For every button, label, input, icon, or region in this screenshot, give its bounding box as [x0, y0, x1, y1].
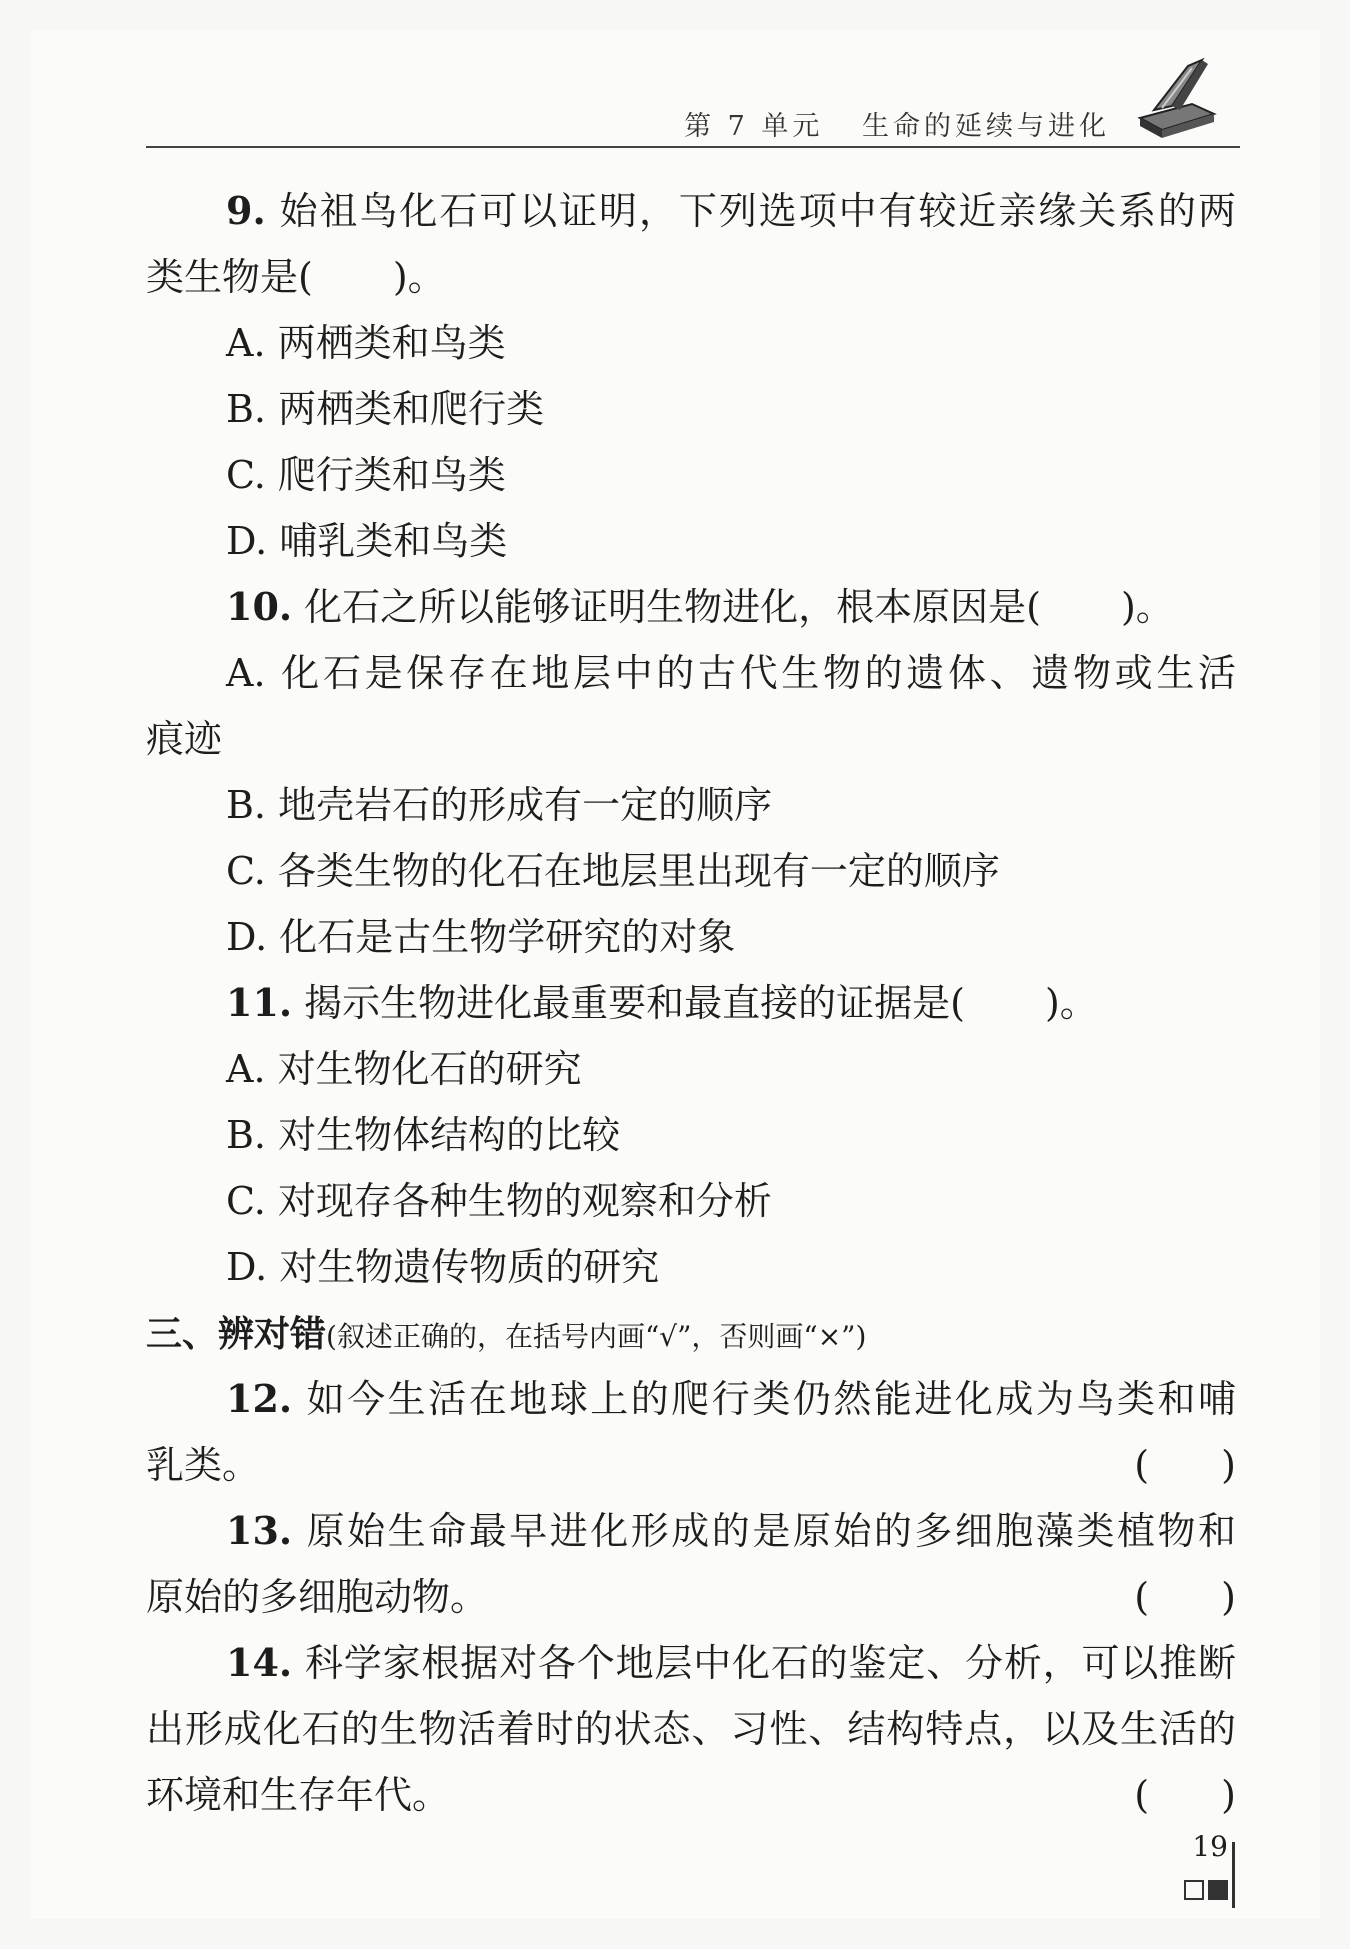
section-note: (叙述正确的，在括号内画“√”，否则画“×”): [326, 1320, 867, 1353]
answer-bracket[interactable]: ( ): [1134, 1443, 1266, 1487]
q11-text-end: )。: [1044, 981, 1098, 1025]
q11-option-d: D. 对生物遗传物质的研究: [226, 1245, 660, 1289]
q9-text: 始祖鸟化石可以证明，下列选项中有较近亲缘关系的两: [277, 189, 1236, 233]
q10-option-a-line1: A. 化石是保存在地层中的古代生物的遗体、遗物或生活: [226, 651, 1236, 695]
q11-text: 揭示生物进化最重要和最直接的证据是(: [304, 981, 965, 1025]
empty-square-icon: [1184, 1880, 1204, 1900]
q11-option-b: B. 对生物体结构的比较: [226, 1113, 621, 1157]
q11-option-c: C. 对现存各种生物的观察和分析: [226, 1179, 772, 1223]
q10-text-end: )。: [1120, 585, 1174, 629]
q11-number: 11.: [226, 980, 293, 1025]
q14-text: 科学家根据对各个地层中化石的鉴定、分析，可以推断: [304, 1641, 1236, 1685]
q10-stem: [146, 574, 1236, 640]
q10-option-b: B. 地壳岩石的形成有一定的顺序: [226, 783, 773, 827]
q13-number: 13.: [226, 1508, 293, 1553]
q10-option-c: C. 各类生物的化石在地层里出现有一定的顺序: [226, 849, 1000, 893]
header-unit: 第 7 单元: [684, 111, 824, 142]
page-content: [146, 178, 1266, 1828]
book-icon: [1132, 56, 1220, 146]
q11-option-a: A. 对生物化石的研究: [226, 1047, 582, 1091]
q12-text: 如今生活在地球上的爬行类仍然能进化成为鸟类和哺: [304, 1377, 1236, 1421]
q9-stem-line2: [146, 244, 1236, 310]
page-marks: [1184, 1880, 1228, 1900]
header-text: [658, 104, 1110, 143]
filled-square-icon: [1208, 1880, 1228, 1900]
q9-option-a: A. 两栖类和鸟类: [226, 321, 506, 365]
page-number: 19: [1192, 1830, 1228, 1863]
q13-text-2: 原始的多细胞动物。: [146, 1575, 489, 1619]
q9-number: 9.: [226, 188, 266, 233]
q12-line1: [146, 1366, 1236, 1432]
section-heading: [146, 1300, 1236, 1366]
q9-option-c: C. 爬行类和鸟类: [226, 453, 506, 497]
section-title: 三、辨对错: [146, 1314, 327, 1355]
q13-line1: [146, 1498, 1236, 1564]
q11-stem: [146, 970, 1236, 1036]
q9-text-3: )。: [392, 255, 446, 299]
q9-option-b: B. 两栖类和爬行类: [226, 387, 545, 431]
answer-bracket[interactable]: ( ): [1134, 1773, 1266, 1817]
q10-text: 化石之所以能够证明生物进化，根本原因是(: [304, 585, 1041, 629]
q12-line2: [146, 1432, 1266, 1498]
running-header: [146, 96, 1240, 148]
q12-number: 12.: [226, 1376, 293, 1421]
q10-option-d: D. 化石是古生物学研究的对象: [226, 915, 736, 959]
answer-bracket[interactable]: ( ): [1134, 1575, 1266, 1619]
q14-line2: 出形成化石的生物活着时的状态、习性、结构特点，以及生活的: [146, 1707, 1236, 1751]
q14-text-3: 环境和生存年代。: [146, 1773, 451, 1817]
q12-text-2: 乳类。: [146, 1443, 261, 1487]
q14-number: 14.: [226, 1640, 293, 1685]
q10-option-a-line2: 痕迹: [146, 717, 223, 761]
q13-line2: [146, 1564, 1266, 1630]
q10-number: 10.: [226, 584, 293, 629]
q9-option-d: D. 哺乳类和鸟类: [226, 519, 508, 563]
q14-line3: [146, 1762, 1266, 1828]
header-title: 生命的延续与进化: [862, 111, 1110, 142]
q9-stem-line1: [146, 178, 1236, 244]
q13-text: 原始生命最早进化形成的是原始的多细胞藻类植物和: [304, 1509, 1236, 1553]
q14-line1: [146, 1630, 1236, 1696]
q9-text-2: 类生物是(: [146, 255, 313, 299]
page-divider: [1232, 1842, 1235, 1908]
